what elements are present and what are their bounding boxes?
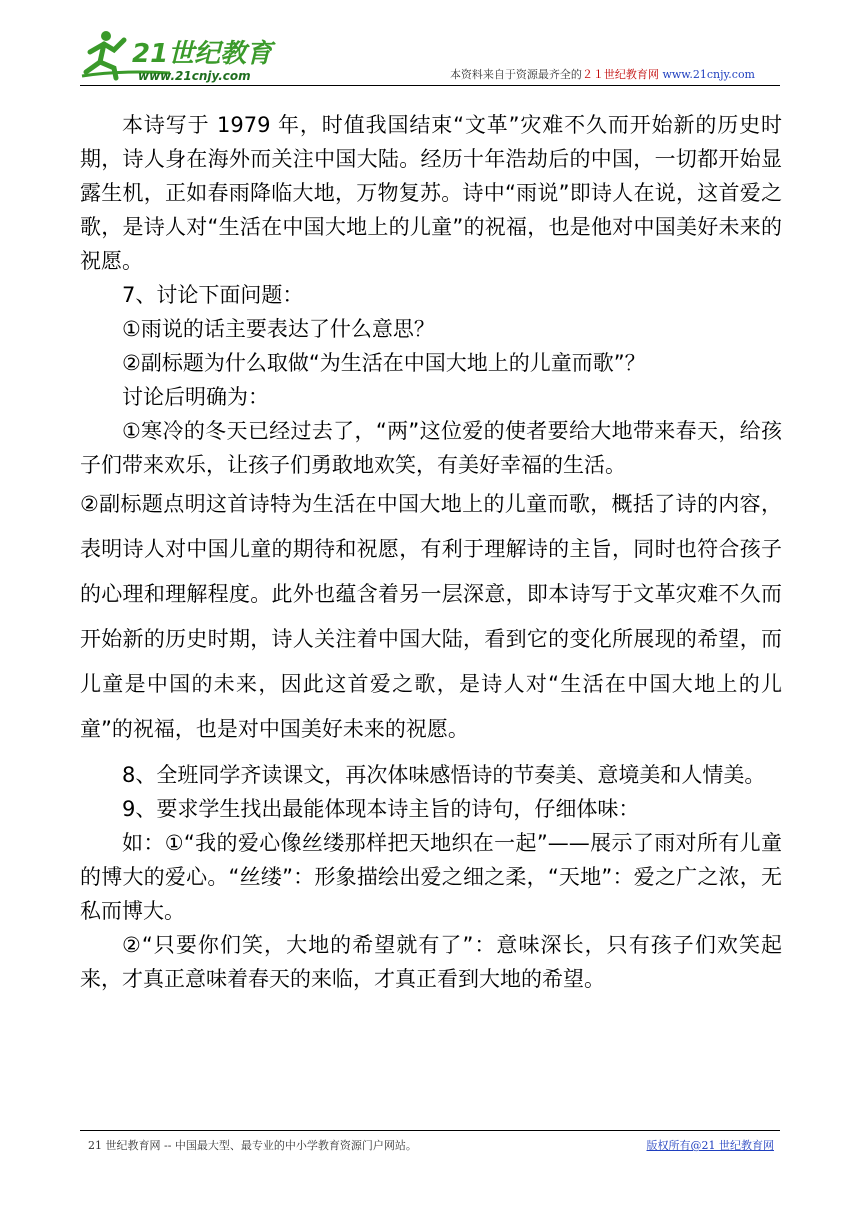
footer-divider — [80, 1130, 780, 1131]
logo-title: 21世纪教育 — [132, 39, 273, 69]
paragraph-question-1: ①雨说的话主要表达了什么意思？ — [122, 317, 435, 341]
paragraph-item-9: 9、要求学生找出最能体现本诗主旨的诗句，仔细体味： — [122, 797, 640, 821]
paragraph-discussion-lead: 讨论后明确为： — [122, 385, 269, 409]
header-source-url[interactable]: www.21cnjy.com — [662, 68, 755, 81]
document-body — [80, 108, 782, 996]
header-source-prefix: 本资料来自于资源最齐全的 — [449, 68, 582, 81]
paragraph-example-2: ②“只要你们笑，大地的希望就有了”：意味深长，只有孩子们欢笑起来，才真正意味着春天的来临，才真正看到大地的希望。 — [80, 933, 782, 991]
paragraph-answer-2: ②副标题点明这首诗特为生活在中国大地上的儿童而歌，概括了诗的内容，表明诗人对中国儿童的期待和祝愿，有利于理解诗的主旨，同时也符合孩子的心理和理解程度。此外也蕴含着另一层深意，即本诗写于文革灾难不久而开始新的历史时期，诗人关注着中国大陆，看到它的变化所展现的希望，而儿童是中国的未来，因此这首爱之歌，是诗人对“生活在中国大地上的儿童”的祝福，也是对中国美好未来的祝愿。 — [80, 492, 782, 741]
paragraph-item-8: 8、全班同学齐读课文，再次体味感悟诗的节奏美、意境美和人情美。 — [122, 763, 766, 787]
paragraph-item-7: 7、讨论下面问题： — [122, 283, 304, 307]
paragraph-intro: 本诗写于 1979 年，时值我国结束“文革”灾难不久而开始新的历史时期，诗人身在海外而关注中国大陆。经历十年浩劫后的中国，一切都开始显露生机，正如春雨降临大地，万物复苏。诗中“雨说”即诗人在说，这首爱之歌，是诗人对“生活在中国大地上的儿童”的祝福，也是他对中国美好未来的祝愿。 — [80, 113, 782, 273]
paragraph-answer-1: ①寒冷的冬天已经过去了，“两”这位爱的使者要给大地带来春天，给孩子们带来欢乐，让孩子们勇敢地欢笑，有美好幸福的生活。 — [80, 419, 782, 477]
footer-copyright-link[interactable]: 版权所有@21 世纪教育网 — [646, 1139, 774, 1152]
footer-tagline: 21 世纪教育网 -- 中国最大型、最专业的中小学教育资源门户网站。 — [88, 1139, 417, 1152]
logo-url: www.21cnjy.com — [138, 69, 251, 83]
paragraph-example-1: 如：①“我的爱心像丝缕那样把天地织在一起”——展示了雨对所有儿童的博大的爱心。“丝缕”：形象描绘出爱之细之柔，“天地”：爱之广之浓，无私而博大。 — [80, 831, 782, 923]
header-divider — [80, 85, 780, 86]
page-header — [0, 0, 860, 90]
paragraph-question-2: ②副标题为什么取做“为生活在中国大地上的儿童而歌”？ — [122, 351, 646, 375]
header-source-line — [450, 66, 755, 82]
header-source-site[interactable]: ２１世纪教育网 — [581, 68, 659, 81]
site-logo — [80, 26, 300, 84]
